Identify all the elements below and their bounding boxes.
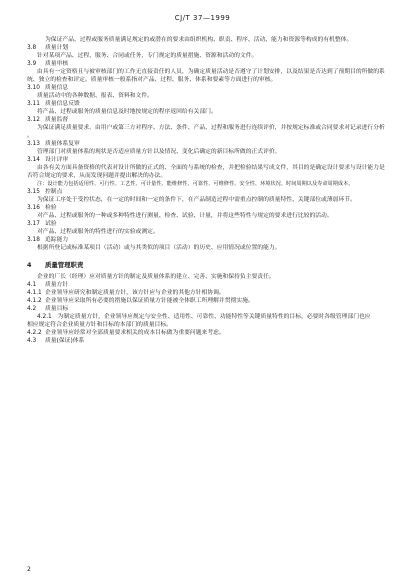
section-title: 试验 — [45, 221, 57, 227]
paragraph-line: 。 — [27, 133, 33, 139]
paragraph-line: 由具有一定资格且与被审核部门的工作无直接责任的人员，为确定质量活动是否遵守了计划安排，以及结果是否达到了预期目的所做的系 — [37, 69, 385, 75]
section-title: 检验 — [45, 205, 57, 211]
section-title: 质量审核 — [45, 61, 69, 67]
section-heading — [27, 204, 395, 212]
paragraph-line: 4.2.1 为制定质量方针，企业领导应规定与安全性、适用性、可靠性、功能特性等关键质量特性的目标，必要时各级管理部门也应 — [37, 314, 371, 320]
page-number: 2 — [27, 566, 31, 573]
section-number: 4.3 — [27, 338, 37, 344]
chapter-number: 4 — [27, 261, 32, 269]
section-number: 4.1.1 — [27, 290, 42, 296]
paragraph-line: 对产品、过程或服务的特性进行的实验或测定。 — [37, 229, 159, 235]
section-title: 质量体系复审 — [45, 141, 80, 147]
section-heading — [27, 188, 395, 196]
paragraph-line: 将产品、过程或服务的质量信息及时地按规定的程序返回给有关部门。 — [37, 109, 217, 115]
section-heading — [27, 60, 395, 68]
paragraph-line: 质量活动中的各种数据、报表、资料和文件。 — [37, 93, 153, 99]
page-header: CJ/T 37—1999 — [174, 14, 231, 22]
section-title: 企业领导应研究和制定质量方针，该方针应与企业的其他方针相协调。 — [45, 290, 225, 296]
section-title: 质量信息反馈 — [45, 101, 80, 107]
section-heading — [27, 289, 395, 297]
paragraph-line: 为保证满足质量要求，由用户或第三方对程序、方法、条件、产品、过程和服务进行连续评价，并按规定标准或合同要求对记录进行分析 — [37, 125, 385, 131]
section-title: 质量方针 — [45, 282, 69, 288]
chapter-heading — [27, 261, 395, 269]
section-heading — [27, 220, 395, 228]
paragraph-line: 针对某项产品、过程、服务、合同或任务，专门规定的质量措施、资源和活动的文件。 — [37, 53, 258, 59]
section-title: 质量(保证)体系 — [45, 338, 85, 344]
chapter-title: 质量管理职责 — [45, 261, 84, 269]
paragraph-line: 注：设计能力包括适用性、可行性、工艺性、可计量性、能维修性、可靠性、可维修性、安全性、环境状况、时间周期以及寿命周期成本。 — [37, 181, 354, 187]
section-title: 追踪能力 — [45, 237, 69, 243]
section-number: 3.15 — [27, 189, 40, 195]
section-number: 3.8 — [27, 45, 37, 51]
section-title: 质量监督 — [45, 117, 69, 123]
section-heading — [27, 100, 395, 108]
section-heading — [27, 84, 395, 92]
paragraph-line: 否符合规定的要求，从而发现问题并提出解决的办法。 — [27, 173, 167, 179]
section-heading — [27, 329, 395, 337]
paragraph-line: 企业的厂长（经理）应对质量方针的制定及质量体系的建立、完善、实施和保持负主要责任。 — [37, 274, 275, 280]
paragraph-line: 管理部门对质量体系的现状是否适应质量方针以及情况、变化后确定的新目标所做的正式评价。 — [37, 149, 281, 155]
paragraph-line: 对产品、过程或服务的一种或多种特性进行测量、检查、试验、计量，并将这些特性与规定的要求进行比较的活动。 — [37, 213, 333, 219]
section-heading — [27, 281, 395, 289]
section-number: 3.10 — [27, 85, 40, 91]
section-heading — [27, 337, 395, 345]
section-title: 设计评审 — [45, 157, 69, 163]
paragraph-line: 为保证工序处于受控状态，在一定的时间和一定的条件下，在产品制造过程中需重点控制的质量特性、关键部位或薄弱环节。 — [37, 197, 356, 203]
paragraph-line: 统、独立的检查和评定。质量审核一般系指对产品、过程、服务、体系和要素等方面进行的审核。 — [27, 77, 277, 83]
section-title: 企业领导应经常对全部质量要求相关的成本目标做为重要问题来考虑。 — [45, 330, 225, 336]
section-title: 企业领导应采取所有必要的措施以保证质量方针能被全体职工所理解并贯彻实施。 — [45, 298, 254, 304]
section-heading — [27, 116, 395, 124]
section-heading — [27, 44, 395, 52]
section-heading — [27, 156, 395, 164]
section-heading — [27, 236, 395, 244]
paragraph-line: 相应规定符合企业质量方针和目标的本部门的质量目标。 — [27, 322, 172, 328]
section-number: 3.17 — [27, 221, 40, 227]
section-heading — [27, 140, 395, 148]
paragraph-line: 根据所登记或标准某项目（活动）或与其类似的项目（活动）的历史、应用情况或位置的能力。 — [37, 245, 281, 251]
section-title: 质量计划 — [45, 45, 69, 51]
section-number: 4.2.2 — [27, 330, 42, 336]
section-title: 质量目标 — [45, 306, 69, 312]
section-heading — [27, 297, 395, 305]
section-number: 4.1 — [27, 282, 37, 288]
section-number: 4.1.2 — [27, 298, 42, 304]
section-title: 控制点 — [45, 189, 63, 195]
document-body — [27, 36, 395, 345]
section-number: 3.11 — [27, 101, 40, 107]
paragraph-line: 由各有关方面具备资格的代表对设计所做的正式的、全面的与系统的检查，并把检验结果写成文件，其目的是确定设计要求与设计能力是 — [37, 165, 385, 171]
section-number: 3.14 — [27, 157, 40, 163]
section-number: 3.12 — [27, 117, 40, 123]
section-number: 3.18 — [27, 237, 40, 243]
section-number: 3.13 — [27, 141, 40, 147]
section-number: 4.2 — [27, 306, 37, 312]
paragraph-line: 为保证产品、过程或服务质量满足规定的或潜在的要求由组织机构、职责、程序、活动、能力和资源等构成的有机整体。 — [45, 37, 353, 43]
section-title: 质量信息 — [45, 85, 69, 91]
section-number: 3.9 — [27, 61, 37, 67]
section-heading — [27, 305, 395, 313]
section-number: 3.16 — [27, 205, 40, 211]
